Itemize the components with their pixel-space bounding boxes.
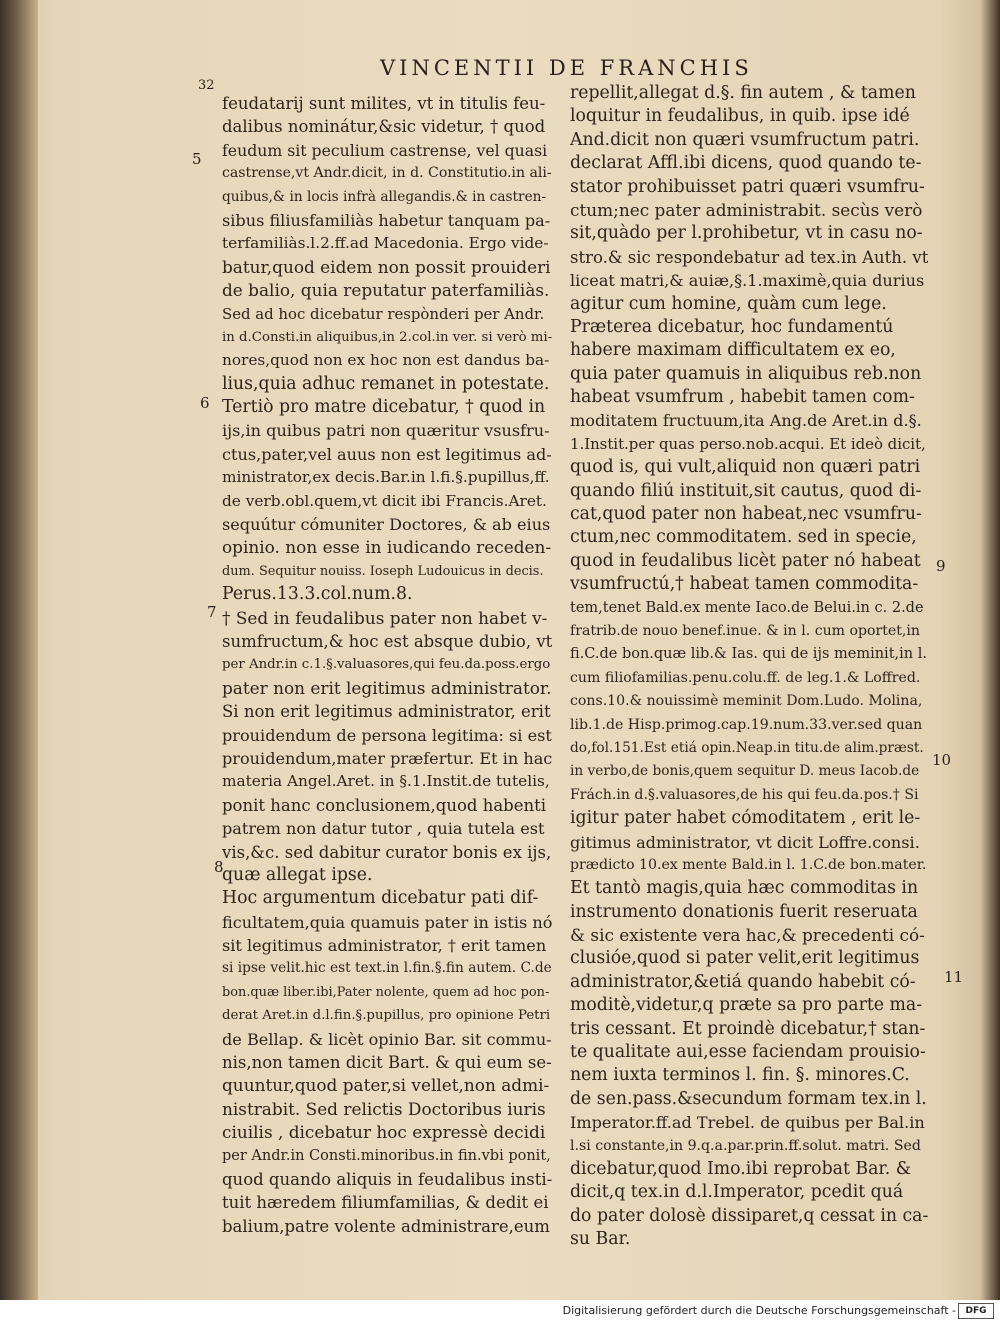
text-line: dalibus nominátur,&sic videtur, † quod bbox=[222, 117, 546, 137]
text-line: balium,patre volente administrare,eum bbox=[222, 1216, 550, 1236]
text-line: cons.10.& nouissimè meminit Dom.Ludo. Molina, bbox=[570, 693, 923, 710]
text-line: And.dicit non quæri vsumfructum patri. bbox=[570, 129, 920, 150]
text-line: clusióe,quod si pater velit,erit legitimus bbox=[570, 948, 920, 969]
text-line: per Andr.in Consti.minoribus.in fin.vbi ponit, bbox=[222, 1147, 551, 1164]
digitization-footer bbox=[0, 1300, 1000, 1321]
text-line: moditatem fructuum,ita Ang.de Aret.in d.§. bbox=[570, 411, 922, 431]
text-line: habeat vsumfrum , habebit tamen com- bbox=[570, 387, 915, 408]
margin-number-5: 5 bbox=[192, 150, 202, 168]
text-line: igitur pater habet cómoditatem , erit le- bbox=[570, 808, 921, 829]
text-line: tem,tenet Bald.ex mente Iaco.de Belui.in c. 2.de bbox=[570, 599, 924, 616]
text-line: tris cessant. Et proindè dicebatur,† stan- bbox=[570, 1018, 926, 1039]
text-line: liceat matri,& auiæ,§.1.maximè,quia durius bbox=[570, 271, 925, 291]
text-line: feudum sit peculium castrense, vel quasi bbox=[222, 140, 548, 160]
text-line: lius,quia adhuc remanet in potestate. bbox=[222, 373, 550, 394]
right-text-column bbox=[570, 82, 928, 1252]
text-line: Præterea dicebatur, hoc fundamentú bbox=[570, 316, 894, 337]
text-line: su Bar. bbox=[570, 1229, 631, 1250]
text-line: Sed ad hoc dicebatur respònderi per Andr. bbox=[222, 304, 545, 323]
text-line: sequútur cómuniter Doctores, & ab eius bbox=[222, 515, 551, 535]
text-line: fi.C.de bon.quæ lib.& Ias. qui de ijs meminit,in l. bbox=[570, 646, 927, 663]
left-text-column bbox=[222, 92, 552, 1238]
text-line: vsumfructú,† habeat tamen commodita- bbox=[570, 574, 919, 595]
text-line: lib.1.de Hisp.primog.cap.19.num.33.ver.sed quan bbox=[570, 716, 923, 733]
text-line: prouidendum,mater præfertur. Et in hac bbox=[222, 748, 552, 768]
text-line: terfamiliàs.l.2.ff.ad Macedonia. Ergo vide- bbox=[222, 234, 549, 253]
text-line: pater non erit legitimus administrator. bbox=[222, 677, 552, 698]
text-line: administrator,&etiá quando habebit có- bbox=[570, 971, 916, 992]
text-line: sit legitimus administrator, † erit tamen bbox=[222, 936, 547, 956]
text-line: de Bellap. & licèt opinio Bar. sit commu- bbox=[222, 1029, 552, 1049]
margin-number-10: 10 bbox=[932, 751, 952, 769]
text-line: batur,quod eidem non possit prouideri bbox=[222, 256, 551, 277]
text-line: stator prohibuisset patri quæri vsumfru- bbox=[570, 176, 925, 197]
text-line: Et tantò magis,quia hæc commoditas in bbox=[570, 878, 919, 899]
text-line: cat,quod pater non habeat,nec vsumfru- bbox=[570, 504, 922, 525]
text-line: Hoc argumentum dicebatur pati dif- bbox=[222, 888, 539, 909]
text-line: Frách.in d.§.valuasores,de his qui feu.da.pos.† Si bbox=[570, 786, 919, 803]
text-line: ctus,pater,vel auus non est legitimus ad- bbox=[222, 444, 552, 464]
text-line: patrem non datur tutor , quia tutela est bbox=[222, 819, 545, 839]
text-line: habere maximam difficultatem ex eo, bbox=[570, 340, 896, 361]
text-line: Imperator.ff.ad Trebel. de quibus per Bal.in bbox=[570, 1113, 925, 1133]
margin-number-8: 8 bbox=[214, 858, 224, 876]
text-line: sibus filiusfamiliàs habetur tanquam pa- bbox=[222, 210, 551, 230]
margin-number-9: 9 bbox=[936, 557, 946, 575]
text-line: sumfructum,& hoc est absque dubio, vt bbox=[222, 631, 552, 651]
text-line: agitur cum homine, quàm cum lege. bbox=[570, 293, 887, 314]
text-line: de verb.obl.quem,vt dicit ibi Francis.Aret. bbox=[222, 491, 547, 510]
text-line: quod in feudalibus licèt pater nó habeat bbox=[570, 550, 921, 571]
text-line: fratrib.de nouo benef.inue. & in l. cum oportet,in bbox=[570, 622, 920, 639]
text-line: materia Angel.Aret. in §.1.Instit.de tutelis, bbox=[222, 772, 550, 791]
text-line: bon.quæ liber.ibi,Pater nolente, quem ad hoc pon- bbox=[222, 984, 550, 1000]
text-line: ficultatem,quia quamuis pater in istis nó bbox=[222, 912, 552, 932]
text-line: in d.Consti.in aliquibus,in 2.col.in ver. si verò mi- bbox=[222, 329, 552, 345]
text-line: Perus.13.3.col.num.8. bbox=[222, 584, 413, 605]
text-line: ijs,in quibus patri non quæritur vsusfru- bbox=[222, 421, 550, 441]
text-line: do pater dolosè dissiparet,q cessat in ca- bbox=[570, 1205, 928, 1226]
text-line: declarat Affl.ibi dicens, quod quando te- bbox=[570, 153, 922, 174]
text-line: Si non erit legitimus administrator, erit bbox=[222, 702, 551, 722]
text-line: moditè,videtur,q præte sa pro parte ma- bbox=[570, 995, 923, 1016]
dfg-logo: DFG bbox=[958, 1303, 994, 1319]
text-line: ciuilis , dicebatur hoc expressè decidi bbox=[222, 1122, 546, 1143]
text-line: loquitur in feudalibus, in quib. ipse idé bbox=[570, 106, 910, 127]
page-number: 32 bbox=[198, 78, 215, 93]
text-line: stro.& sic respondebatur ad tex.in Auth. vt bbox=[570, 247, 928, 267]
text-line: quando filiú instituit,sit cautus, quod di- bbox=[570, 480, 922, 501]
text-line: nistrabit. Sed relictis Doctoribus iuris bbox=[222, 1098, 546, 1119]
text-line: dum. Sequitur nouiss. Ioseph Ludouicus in decis. bbox=[222, 563, 544, 579]
text-line: repellit,allegat d.§. fin autem , & tamen bbox=[570, 83, 916, 103]
text-line: 1.Instit.per quas perso.nob.acqui. Et ideò dicit, bbox=[570, 434, 926, 453]
text-line: feudatarij sunt milites, vt in titulis feu- bbox=[222, 94, 546, 113]
text-line: sit,quàdo per l.prohibetur, vt in casu no- bbox=[570, 223, 923, 244]
text-line: quod quando aliquis in feudalibus insti- bbox=[222, 1169, 552, 1189]
text-line: tuit hæredem filiumfamilias, & dedit ei bbox=[222, 1193, 549, 1213]
text-line: te qualitate aui,esse faciendam prouisio- bbox=[570, 1042, 926, 1063]
text-line: de sen.pass.&secundum formam tex.in l. bbox=[570, 1088, 927, 1109]
text-line: de balio, quia reputatur paterfamiliàs. bbox=[222, 280, 550, 301]
text-line: quibus,& in locis infrà allegandis.& in castren- bbox=[222, 188, 547, 205]
text-line: nis,non tamen dicit Bart. & qui eum se- bbox=[222, 1053, 552, 1073]
text-line: in verbo,de bonis,quem sequitur D. meus Iacob.de bbox=[570, 763, 920, 780]
text-line: quia pater quamuis in aliquibus reb.non bbox=[570, 363, 922, 384]
text-line: quod is, qui vult,aliquid non quæri patri bbox=[570, 457, 921, 478]
text-line: instrumento donationis fuerit reseruata bbox=[570, 901, 918, 922]
text-line: dicebatur,quod Imo.ibi reprobat Bar. & bbox=[570, 1158, 912, 1179]
text-line: Tertiò pro matre dicebatur, † quod in bbox=[222, 397, 546, 418]
margin-number-11: 11 bbox=[944, 968, 964, 986]
text-line: nores,quod non ex hoc non est dandus ba- bbox=[222, 351, 550, 370]
text-line: gitimus administrator, vt dicit Loffre.consi. bbox=[570, 832, 920, 852]
margin-number-7: 7 bbox=[207, 603, 217, 621]
text-line: & sic existente vera hac,& precedenti có- bbox=[570, 925, 925, 946]
text-line: dicit,q tex.in d.l.Imperator, pcedit quá bbox=[570, 1182, 904, 1203]
funding-notice: Digitalisierung gefördert durch die Deutsche Forschungsgemeinschaft - bbox=[562, 1304, 956, 1317]
text-line: cum filiofamilias.penu.colu.ff. de leg.1.& Loffred. bbox=[570, 669, 921, 686]
margin-number-6: 6 bbox=[200, 394, 210, 412]
text-line: do,fol.151.Est etiá opin.Neap.in titu.de alim.præst. bbox=[570, 739, 924, 756]
text-line: nem iuxta terminos l. fin. §. minores.C. bbox=[570, 1065, 910, 1086]
text-line: ponit hanc conclusionem,quod habenti bbox=[222, 795, 547, 815]
text-line: quuntur,quod pater,si vellet,non admi- bbox=[222, 1075, 550, 1096]
text-line: quæ allegat ipse. bbox=[222, 864, 373, 885]
running-title: VINCENTII DE FRANCHIS bbox=[380, 56, 753, 80]
text-line: ctum,nec commoditatem. sed in specie, bbox=[570, 527, 917, 548]
text-line: prædicto 10.ex mente Bald.in l. 1.C.de bon.mater. bbox=[570, 856, 927, 873]
text-line: l.si constante,in 9.q.a.par.prin.ff.solut. matri. Sed bbox=[570, 1137, 921, 1154]
text-line: derat Aret.in d.l.fin.§.pupillus, pro opinione Petri bbox=[222, 1008, 551, 1024]
text-line: † Sed in feudalibus pater non habet v- bbox=[222, 607, 548, 628]
text-line: prouidendum de persona legitima: si est bbox=[222, 725, 552, 745]
text-line: ctum;nec pater administrabit. secùs verò bbox=[570, 199, 923, 220]
text-line: si ipse velit.hic est text.in l.fin.§.fin autem. C.de bbox=[222, 960, 552, 977]
text-line: per Andr.in c.1.§.valuasores,qui feu.da.poss.ergo bbox=[222, 657, 551, 673]
text-line: opinio. non esse in iudicando receden- bbox=[222, 537, 552, 558]
text-line: castrense,vt Andr.dicit, in d. Constitutio.in ali- bbox=[222, 165, 552, 182]
text-line: ministrator,ex decis.Bar.in l.fi.§.pupillus,ff. bbox=[222, 468, 550, 487]
text-line: vis,&c. sed dabitur curator bonis ex ijs, bbox=[222, 842, 552, 862]
